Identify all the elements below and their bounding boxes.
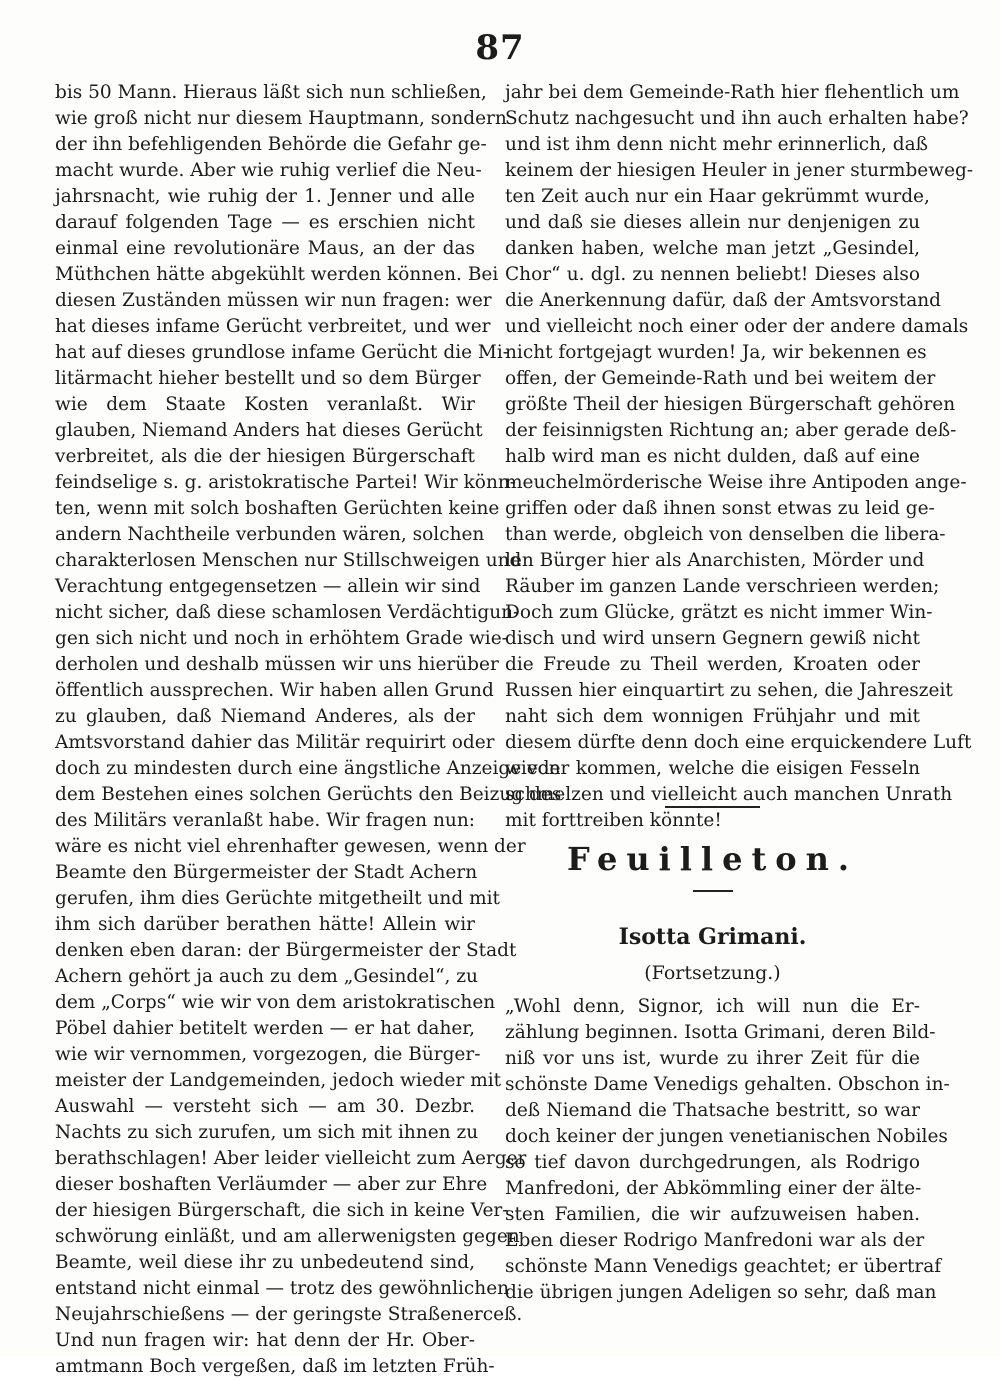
text-line: dem „Corps“ wie wir von dem aristokratischen — [55, 992, 496, 1013]
text-line: jahrsnacht, wie ruhig der 1. Jenner und alle — [55, 186, 475, 207]
text-line: Achern gehört ja auch zu dem „Gesindel“, zu — [55, 966, 478, 987]
text-line: zu glauben, daß Niemand Anderes, als der — [55, 706, 475, 727]
text-line: einmal eine revolutionäre Maus, an der das — [55, 238, 475, 259]
text-line: gerufen, ihm dies Gerüchte mitgetheilt und mit — [55, 888, 500, 909]
text-line: andern Nachtheile verbunden wären, solchen — [55, 524, 485, 545]
text-line: nicht sicher, daß diese schamlosen Verdächtigun- — [55, 602, 520, 623]
text-line: „Wohl denn, Signor, ich will nun die Er- — [505, 996, 920, 1017]
text-line: Räuber im ganzen Lande verschrieen werden; — [505, 576, 940, 597]
page-number: 87 — [475, 28, 525, 68]
text-line: deß Niemand die Thatsache bestritt, so war — [505, 1100, 920, 1121]
text-line: dieser boshaften Verläumder — aber zur Ehre — [55, 1174, 488, 1195]
text-line: Schutz nachgesucht und ihn auch erhalten habe? — [505, 108, 969, 129]
text-line: Eben dieser Rodrigo Manfredoni war als der — [505, 1230, 925, 1251]
text-line: Chor“ u. dgl. zu nennen beliebt! Dieses also — [505, 264, 920, 285]
text-line: danken haben, welche man jetzt „Gesindel, — [505, 238, 920, 259]
text-line: than werde, obgleich von denselben die libera- — [505, 524, 946, 545]
text-line: Manfredoni, der Abkömmling einer der älte- — [505, 1178, 922, 1199]
text-line: diesem dürfte denn doch eine erquickendere Luft — [505, 732, 972, 753]
text-line: zählung beginnen. Isotta Grimani, deren Bild- — [505, 1022, 936, 1043]
text-line: Nachts zu sich zurufen, um sich mit ihnen zu — [55, 1122, 479, 1143]
text-line: glauben, Niemand Anders hat dieses Gerücht — [55, 420, 483, 441]
text-line: schönste Dame Venedigs gehalten. Obschon in- — [505, 1074, 950, 1095]
text-line: entstand nicht einmal — trotz des gewöhnlichen — [55, 1278, 510, 1299]
text-line: Doch zum Glücke, grätzt es nicht immer Win- — [505, 602, 933, 623]
text-line: ten Zeit auch nur ein Haar gekrümmt wurde, — [505, 186, 930, 207]
text-line: wie wir vernommen, vorgezogen, die Bürger- — [55, 1044, 481, 1065]
text-line: nicht fortgejagt wurden! Ja, wir bekennen es — [505, 342, 927, 363]
text-line: hat dieses infame Gerücht verbreitet, und wer — [55, 316, 491, 337]
text-line: denken eben daran: der Bürgermeister der Stadt — [55, 940, 517, 961]
text-line: Und nun fragen wir: hat denn der Hr. Ober- — [55, 1330, 475, 1351]
text-line: offen, der Gemeinde-Rath und bei weitem der — [505, 368, 936, 389]
text-line: doch keiner der jungen venetianischen Nobiles — [505, 1126, 948, 1147]
text-line: wie dem Staate Kosten veranlaßt. Wir — [55, 394, 475, 415]
text-line: disch und wird unsern Gegnern gewiß nicht — [505, 628, 920, 649]
text-line: doch zu mindesten durch eine ängstliche Anzeige von — [55, 758, 561, 779]
text-line: mit forttreiben könnte! — [505, 810, 722, 831]
text-line: sten Familien, die wir aufzuweisen haben. — [505, 1204, 920, 1225]
story-column — [505, 994, 950, 1306]
text-line: derholen und deshalb müssen wir uns hierüber — [55, 654, 499, 675]
text-line: halb wird man es nicht dulden, daß auf eine — [505, 446, 920, 467]
text-line: keinem der hiesigen Heuler in jener sturmbeweg- — [505, 160, 974, 181]
text-line: Amtsvorstand dahier das Militär requirirt oder — [55, 732, 495, 753]
text-line: Beamte, weil diese ihr zu unbedeutend sind, — [55, 1252, 475, 1273]
text-line: Verachtung entgegensetzen — allein wir sind — [55, 576, 481, 597]
text-line: meuchelmörderische Weise ihre Antipoden ange- — [505, 472, 967, 493]
text-line: jahr bei dem Gemeinde-Rath hier flehentlich um — [505, 82, 960, 103]
text-line: und ist ihm denn nicht mehr erinnerlich, daß — [505, 134, 929, 155]
text-line: der ihn befehligenden Behörde die Gefahr ge- — [55, 134, 487, 155]
text-line: öffentlich aussprechen. Wir haben allen Grund — [55, 680, 494, 701]
text-line: die Freude zu Theil werden, Kroaten oder — [505, 654, 920, 675]
story-continuation-note: (Fortsetzung.) — [644, 962, 781, 984]
text-line: die Anerkennung dafür, daß der Amtsvorstand — [505, 290, 942, 311]
text-line: wieder kommen, welche die eisigen Fesseln — [505, 758, 920, 779]
text-line: Müthchen hätte abgekühlt werden können. Bei — [55, 264, 499, 285]
text-line: ten, wenn mit solch boshaften Gerüchten keine — [55, 498, 500, 519]
text-line: der hiesigen Bürgerschaft, die sich in keine Ver- — [55, 1200, 509, 1221]
text-line: diesen Zuständen müssen wir nun fragen: wer — [55, 290, 492, 311]
text-line: schönste Mann Venedigs geachtet; er übertraf — [505, 1256, 942, 1277]
section-divider — [665, 806, 760, 808]
story-title: Isotta Grimani. — [618, 924, 807, 950]
text-line: der feisinnigsten Richtung an; aber gerade deß- — [505, 420, 957, 441]
heading-rule — [693, 890, 733, 892]
text-line: Russen hier einquartirt zu sehen, die Jahreszeit — [505, 680, 953, 701]
text-line: Beamte den Bürgermeister der Stadt Achern — [55, 862, 478, 883]
text-line: bis 50 Mann. Hieraus läßt sich nun schließen, — [55, 82, 487, 103]
text-line: hat auf dieses grundlose infame Gerücht die Mi- — [55, 342, 510, 363]
text-line: Pöbel dahier betitelt werden — er hat daher, — [55, 1018, 475, 1039]
text-line: griffen oder daß ihnen sonst etwas zu leid ge- — [505, 498, 935, 519]
text-line: amtmann Boch vergeßen, daß im letzten Früh- — [55, 1356, 495, 1377]
text-line: ihm sich darüber berathen hätte! Allein wir — [55, 914, 475, 935]
text-line: und vielleicht noch einer oder der andere damals — [505, 316, 969, 337]
right-column-article — [505, 80, 974, 834]
text-line: darauf folgenden Tage — es erschien nicht — [55, 212, 475, 233]
text-line: len Bürger hier als Anarchisten, Mörder und — [505, 550, 925, 571]
text-line: größte Theil der hiesigen Bürgerschaft gehören — [505, 394, 956, 415]
text-line: naht sich dem wonnigen Frühjahr und mit — [505, 706, 920, 727]
text-line: die übrigen jungen Adeligen so sehr, daß man — [505, 1282, 937, 1303]
text-line: so tief davon durchgedrungen, als Rodrigo — [505, 1152, 920, 1173]
text-line: schmelzen und vielleicht auch manchen Unrath — [505, 784, 953, 805]
feuilleton-heading: Feuilleton. — [567, 840, 858, 878]
text-line: verbreitet, als die der hiesigen Bürgerschaft — [55, 446, 475, 467]
text-line: gen sich nicht und noch in erhöhtem Grade wie- — [55, 628, 508, 649]
text-line: litärmacht hieher bestellt und so dem Bürger — [55, 368, 481, 389]
text-line: Neujahrschießens — der geringste Straßenerceß. — [55, 1304, 523, 1325]
text-line: Auswahl — versteht sich — am 30. Dezbr. — [55, 1096, 475, 1117]
text-line: schwörung einläßt, und am allerwenigsten gegen — [55, 1226, 520, 1247]
text-line: feindselige s. g. aristokratische Partei! Wir könn- — [55, 472, 517, 493]
text-line: niß vor uns ist, wurde zu ihrer Zeit für die — [505, 1048, 920, 1069]
text-line: und daß sie dieses allein nur denjenigen zu — [505, 212, 920, 233]
text-line: meister der Landgemeinden, jedoch wieder mit — [55, 1070, 502, 1091]
text-line: des Militärs veranlaßt habe. Wir fragen nun: — [55, 810, 475, 831]
text-line: charakterlosen Menschen nur Stillschweigen und — [55, 550, 522, 571]
text-line: dem Bestehen eines solchen Gerüchts den Beizug des — [55, 784, 562, 805]
left-column-article — [55, 80, 562, 1380]
text-line: wäre es nicht viel ehrenhafter gewesen, wenn der — [55, 836, 526, 857]
text-line: berathschlagen! Aber leider vielleicht zum Aerger — [55, 1148, 527, 1169]
text-line: wie groß nicht nur diesem Hauptmann, sondern — [55, 108, 507, 129]
text-line: macht wurde. Aber wie ruhig verlief die Neu- — [55, 160, 482, 181]
